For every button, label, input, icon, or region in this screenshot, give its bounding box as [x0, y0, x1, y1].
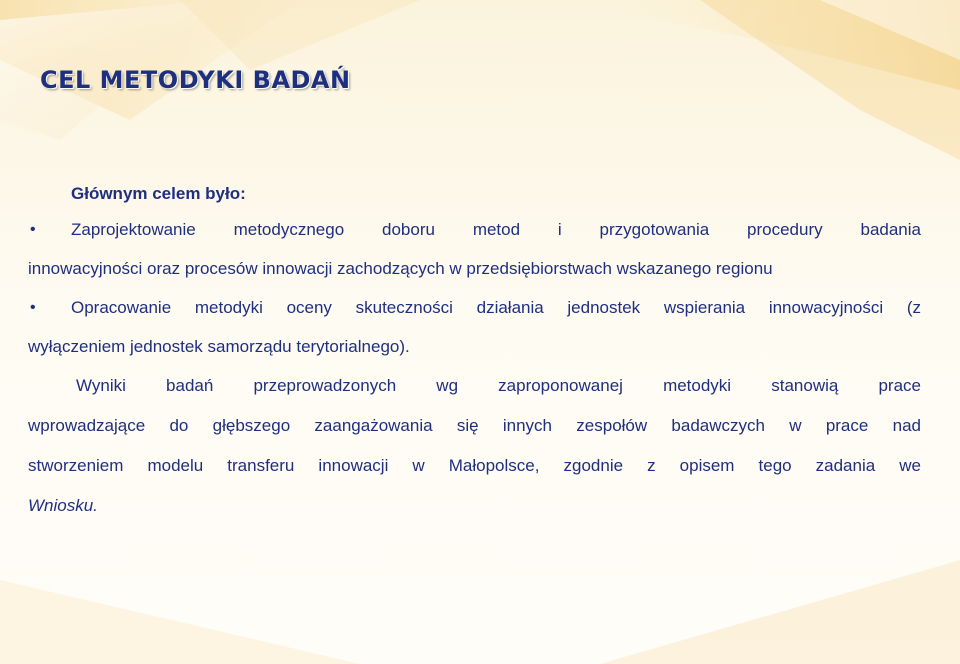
results-line: Wyniki badań przeprowadzonych wg zaproponowanej metodyki stanowią prace [76, 376, 921, 395]
bullet-item-1 [28, 210, 921, 288]
bullet-text-continuation: innowacyjności oraz procesów innowacji zachodzących w przedsiębiorstwach wskazanego regionu [28, 259, 773, 278]
bullet-line [28, 210, 921, 249]
bullet-text: Zaprojektowanie metodycznego doboru metod i przygotowania procedury badania [71, 220, 921, 239]
lead-text: Głównym celem było: [71, 184, 246, 203]
bullet-line [28, 288, 921, 327]
ribbon-shape [180, 0, 420, 70]
bullet-icon: • [30, 299, 36, 316]
bullet-text-continuation: wyłączeniem jednostek samorządu terytorialnego). [28, 337, 410, 356]
results-line-italic: Wniosku. [28, 496, 98, 515]
results-line: wprowadzające do głębszego zaangażowania się innych zespołów badawczych w prace nad [28, 416, 921, 435]
ribbon-shape [0, 580, 360, 664]
bullet-text: Opracowanie metodyki oceny skuteczności działania jednostek wspierania innowacyjności (z [71, 298, 921, 317]
results-line: stworzeniem modelu transferu innowacji w Małopolsce, zgodnie z opisem tego zadania we [28, 456, 921, 475]
bullet-icon: • [30, 221, 36, 238]
slide-content [28, 178, 921, 526]
ribbon-shape [600, 560, 960, 664]
results-paragraph [28, 366, 921, 526]
slide-title: CEL METODYKI BADAŃ [40, 66, 351, 94]
bullet-item-2 [28, 288, 921, 366]
